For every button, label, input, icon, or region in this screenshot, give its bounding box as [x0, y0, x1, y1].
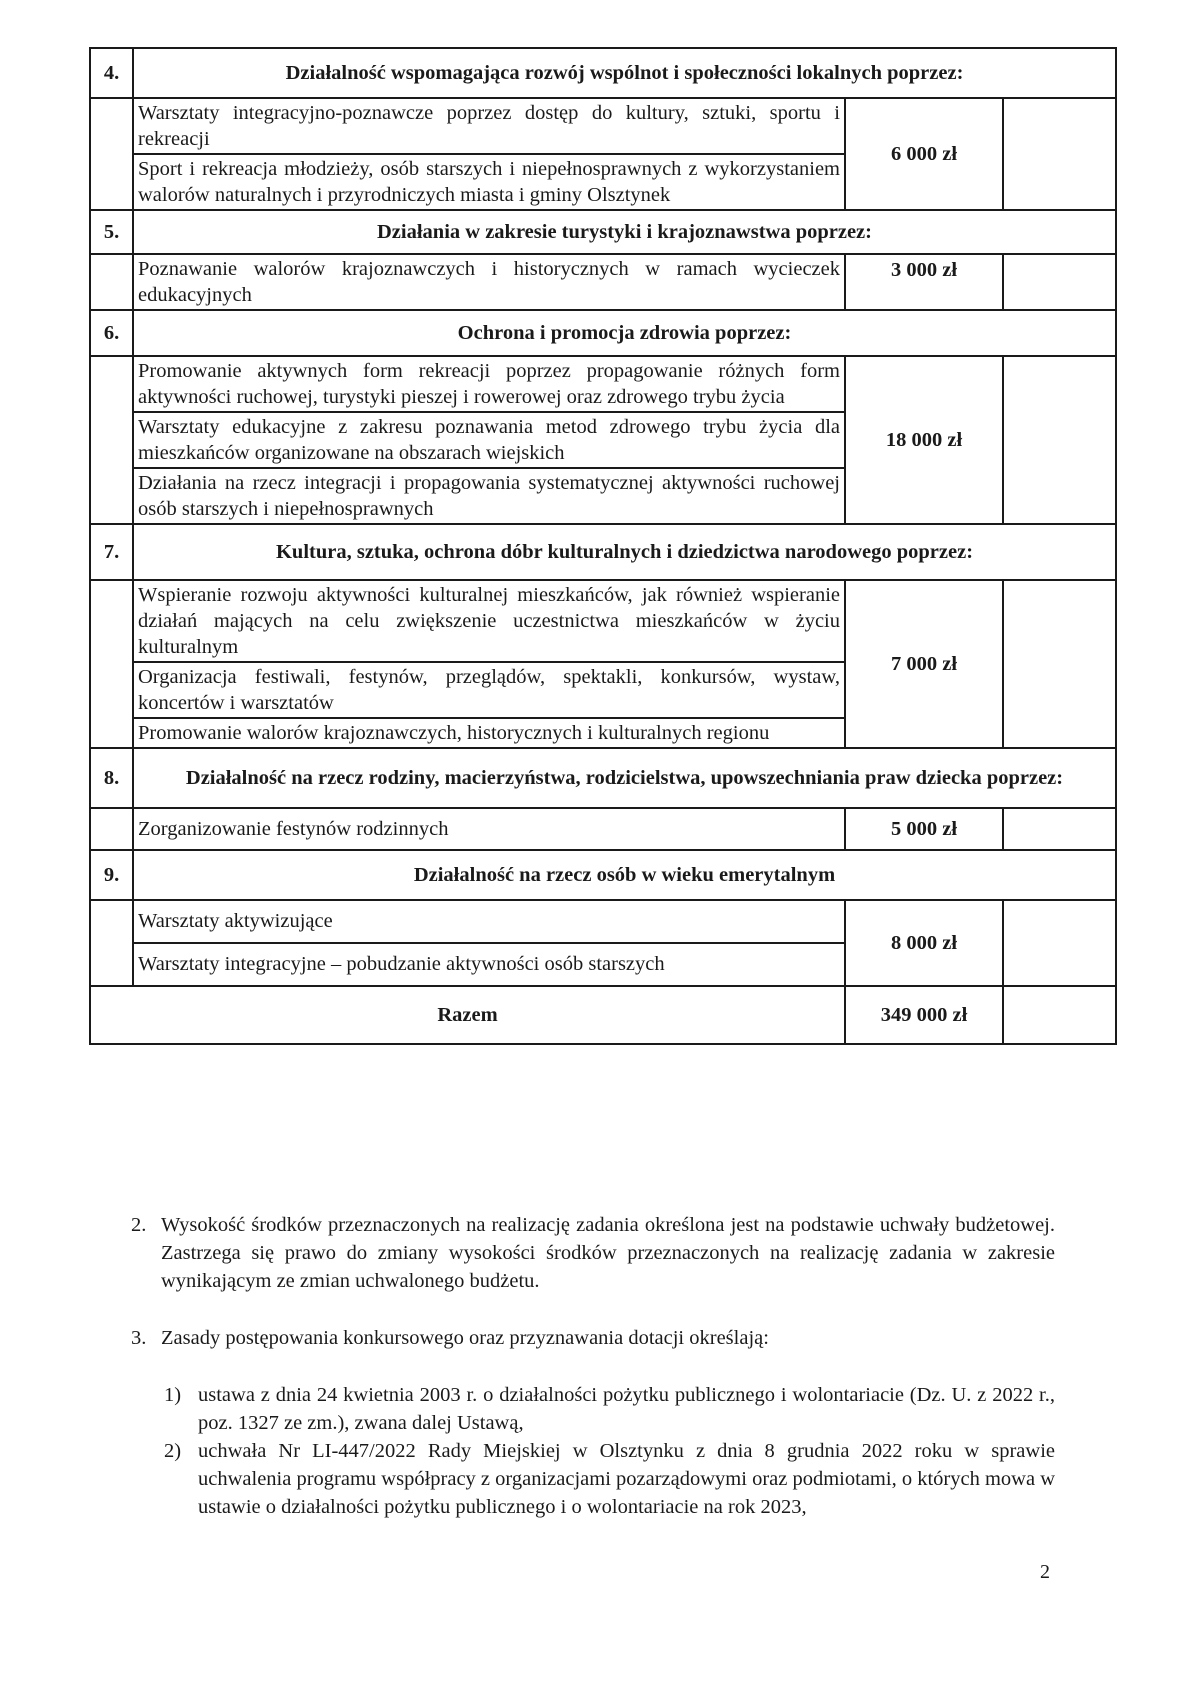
task-item: Poznawanie walorów krajoznawczych i historycznych w ramach wycieczek edukacyjnych	[138, 258, 840, 306]
items-cell	[133, 98, 845, 210]
task-item: Organizacja festiwali, festynów, przeglądów, spektakli, konkursów, wystaw, koncertów i warsztatów	[134, 663, 844, 719]
task-item: Działania na rzecz integracji i propagowania systematycznej aktywności ruchowej osób starszych i niepełnosprawnych	[138, 472, 840, 520]
paragraph-2	[131, 1211, 1055, 1295]
blank-cell	[1003, 900, 1116, 986]
blank-cell	[1003, 254, 1116, 310]
section-items-row	[90, 580, 1116, 748]
task-item: Warsztaty integracyjno-poznawcze poprzez dostęp do kultury, sztuki, sportu i rekreacji	[134, 99, 844, 155]
blank-cell	[1003, 808, 1116, 850]
task-item: Warsztaty integracyjne – pobudzanie aktywności osób starszych	[138, 953, 665, 975]
section-number: 8.	[90, 748, 133, 808]
total-row	[90, 986, 1116, 1044]
section-number: 9.	[90, 850, 133, 900]
amount-cell: 6 000 zł	[845, 98, 1003, 210]
list-item-2	[164, 1437, 1055, 1521]
section-header-row	[90, 48, 1116, 98]
items-cell	[133, 356, 845, 524]
task-item: Warsztaty edukacyjne z zakresu poznawania metod zdrowego trybu życia dla mieszkańców organizowane na obszarach wiejskich	[134, 413, 844, 469]
blank-cell	[1003, 580, 1116, 748]
paragraph-label: 2.	[131, 1214, 147, 1236]
empty-cell	[90, 356, 133, 524]
paragraph-label: 3.	[131, 1327, 147, 1349]
page-number: 2	[1040, 1561, 1050, 1583]
items-cell	[133, 900, 845, 986]
section-header-row	[90, 210, 1116, 254]
items-cell	[133, 254, 845, 310]
task-item: Wspieranie rozwoju aktywności kulturalnej mieszkańców, jak również wspieranie działań mających na celu zwiększenie uczestnictwa mieszkańców w życiu kulturalnym	[134, 581, 844, 663]
section-number: 6.	[90, 310, 133, 356]
section-heading: Działania w zakresie turystyki i krajoznawstwa poprzez:	[133, 210, 1116, 254]
section-header-row	[90, 524, 1116, 580]
amount-cell: 3 000 zł	[845, 254, 1003, 310]
items-cell	[133, 580, 845, 748]
section-header-row	[90, 748, 1116, 808]
section-header-row	[90, 850, 1116, 900]
section-items-row	[90, 254, 1116, 310]
amount-cell: 5 000 zł	[845, 808, 1003, 850]
section-items-row	[90, 98, 1116, 210]
section-heading: Działalność na rzecz osób w wieku emerytalnym	[133, 850, 1116, 900]
task-item: Warsztaty aktywizujące	[134, 901, 844, 944]
task-item: Sport i rekreacja młodzieży, osób starszych i niepełnosprawnych z wykorzystaniem walorów naturalnych i przyrodniczych miasta i gminy Olsztynek	[138, 158, 840, 206]
list-item-text: uchwała Nr LI-447/2022 Rady Miejskiej w Olsztynku z dnia 8 grudnia 2022 roku w sprawie uchwalenia programu współpracy z organizacjami pozarządowymi oraz podmiotami, o których mowa w ustawie o działalności pożytku publicznego i o wolontariacie na rok 2023,	[198, 1440, 1055, 1518]
task-item: Promowanie aktywnych form rekreacji poprzez propagowanie różnych form aktywności ruchowej, turystyki pieszej i rowerowej oraz zdrowego trybu życia	[134, 357, 844, 413]
paragraph-3	[131, 1324, 1055, 1352]
blank-cell	[1003, 986, 1116, 1044]
empty-cell	[90, 98, 133, 210]
blank-cell	[1003, 98, 1116, 210]
empty-cell	[90, 580, 133, 748]
section-heading: Ochrona i promocja zdrowia poprzez:	[133, 310, 1116, 356]
empty-cell	[90, 254, 133, 310]
section-number: 4.	[90, 48, 133, 98]
section-number: 5.	[90, 210, 133, 254]
list-item-text: ustawa z dnia 24 kwietnia 2003 r. o działalności pożytku publicznego i wolontariacie (Dz. U. z 2022 r., poz. 1327 ze zm.), zwana dalej Ustawą,	[198, 1384, 1055, 1434]
section-header-row	[90, 310, 1116, 356]
list-item-label: 1)	[164, 1384, 182, 1406]
section-heading: Kultura, sztuka, ochrona dóbr kulturalnych i dziedzictwa narodowego poprzez:	[133, 524, 1116, 580]
empty-cell	[90, 900, 133, 986]
task-item: Zorganizowanie festynów rodzinnych	[138, 818, 449, 840]
section-heading: Działalność na rzecz rodziny, macierzyństwa, rodzicielstwa, upowszechniania praw dziecka poprzez:	[133, 748, 1116, 808]
paragraph-text: Zasady postępowania konkursowego oraz przyznawania dotacji określają:	[161, 1327, 769, 1349]
section-items-row	[90, 356, 1116, 524]
section-items-row	[90, 808, 1116, 850]
section-number: 7.	[90, 524, 133, 580]
blank-cell	[1003, 356, 1116, 524]
amount-cell: 7 000 zł	[845, 580, 1003, 748]
list-item-1	[164, 1381, 1055, 1437]
amount-cell: 18 000 zł	[845, 356, 1003, 524]
task-item: Promowanie walorów krajoznawczych, historycznych i kulturalnych regionu	[138, 722, 770, 744]
total-amount: 349 000 zł	[845, 986, 1003, 1044]
total-label: Razem	[90, 986, 845, 1044]
items-cell	[133, 808, 845, 850]
list-item-label: 2)	[164, 1440, 182, 1462]
empty-cell	[90, 808, 133, 850]
section-heading: Działalność wspomagająca rozwój wspólnot i społeczności lokalnych poprzez:	[133, 48, 1116, 98]
budget-table	[89, 47, 1117, 1045]
section-items-row	[90, 900, 1116, 986]
amount-cell: 8 000 zł	[845, 900, 1003, 986]
paragraph-text: Wysokość środków przeznaczonych na realizację zadania określona jest na podstawie uchwały budżetowej. Zastrzega się prawo do zmiany wysokości środków przeznaczonych na realizację zadania w zakresie wynikającym ze zmian uchwalonego budżetu.	[161, 1214, 1055, 1292]
